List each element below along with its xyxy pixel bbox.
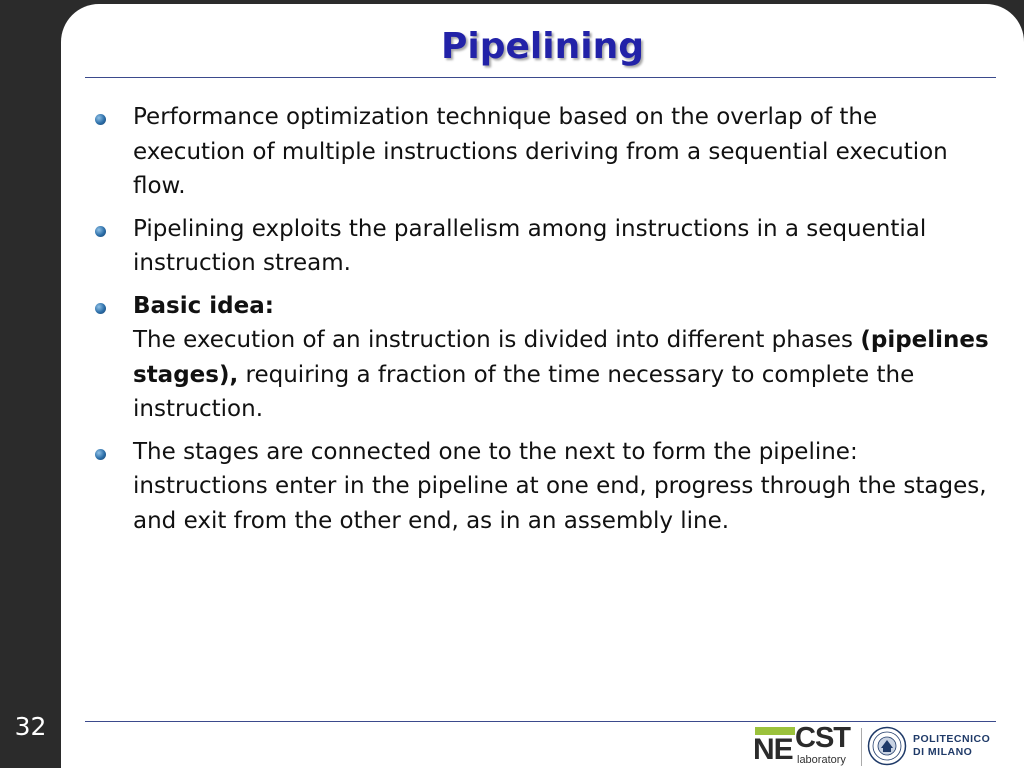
footer-divider xyxy=(85,721,996,722)
polimi-line-2: DI MILANO xyxy=(913,746,973,758)
bullet-item xyxy=(95,289,995,427)
necst-logo-ne: NE xyxy=(753,733,793,766)
bullet-list xyxy=(95,100,995,546)
bullet-icon xyxy=(95,114,106,125)
necst-logo-lab: laboratory xyxy=(797,754,846,766)
slide-title: Pipelining xyxy=(441,26,644,67)
slide-number: 32 xyxy=(14,712,47,741)
bullet-text: Pipelining exploits the parallelism among instructions in a sequential instruction stream. xyxy=(133,215,927,276)
bullet-heading: Basic idea: xyxy=(133,292,274,319)
title-divider xyxy=(85,77,996,78)
logo-separator xyxy=(861,728,862,766)
bullet-item xyxy=(95,212,995,281)
slide-canvas xyxy=(61,4,1024,768)
bullet-emphasis: (pipelines stages), xyxy=(133,327,989,388)
necst-logo-cst: CST xyxy=(795,722,850,754)
footer-logos xyxy=(751,724,1001,768)
bullet-icon xyxy=(95,226,106,237)
polimi-seal-icon xyxy=(867,726,907,766)
bullet-item xyxy=(95,435,995,539)
bullet-text: Performance optimization technique based on the overlap of the execution of multiple instructions deriving from a sequential execution flow. xyxy=(133,104,948,199)
bullet-item xyxy=(95,100,995,204)
bullet-icon xyxy=(95,449,106,460)
bullet-text: requiring a fraction of the time necessary to complete the instruction. xyxy=(133,361,915,422)
bullet-icon xyxy=(95,303,106,314)
polimi-logo-text xyxy=(913,733,990,759)
polimi-line-1: POLITECNICO xyxy=(913,733,991,745)
bullet-text: The stages are connected one to the next to form the pipeline: instructions enter in the pipeline at one end, progress through the stages, and exit from the other end, as in an assembly line. xyxy=(133,438,987,534)
necst-logo xyxy=(751,724,855,768)
bullet-text: The execution of an instruction is divided into different phases xyxy=(133,327,861,353)
